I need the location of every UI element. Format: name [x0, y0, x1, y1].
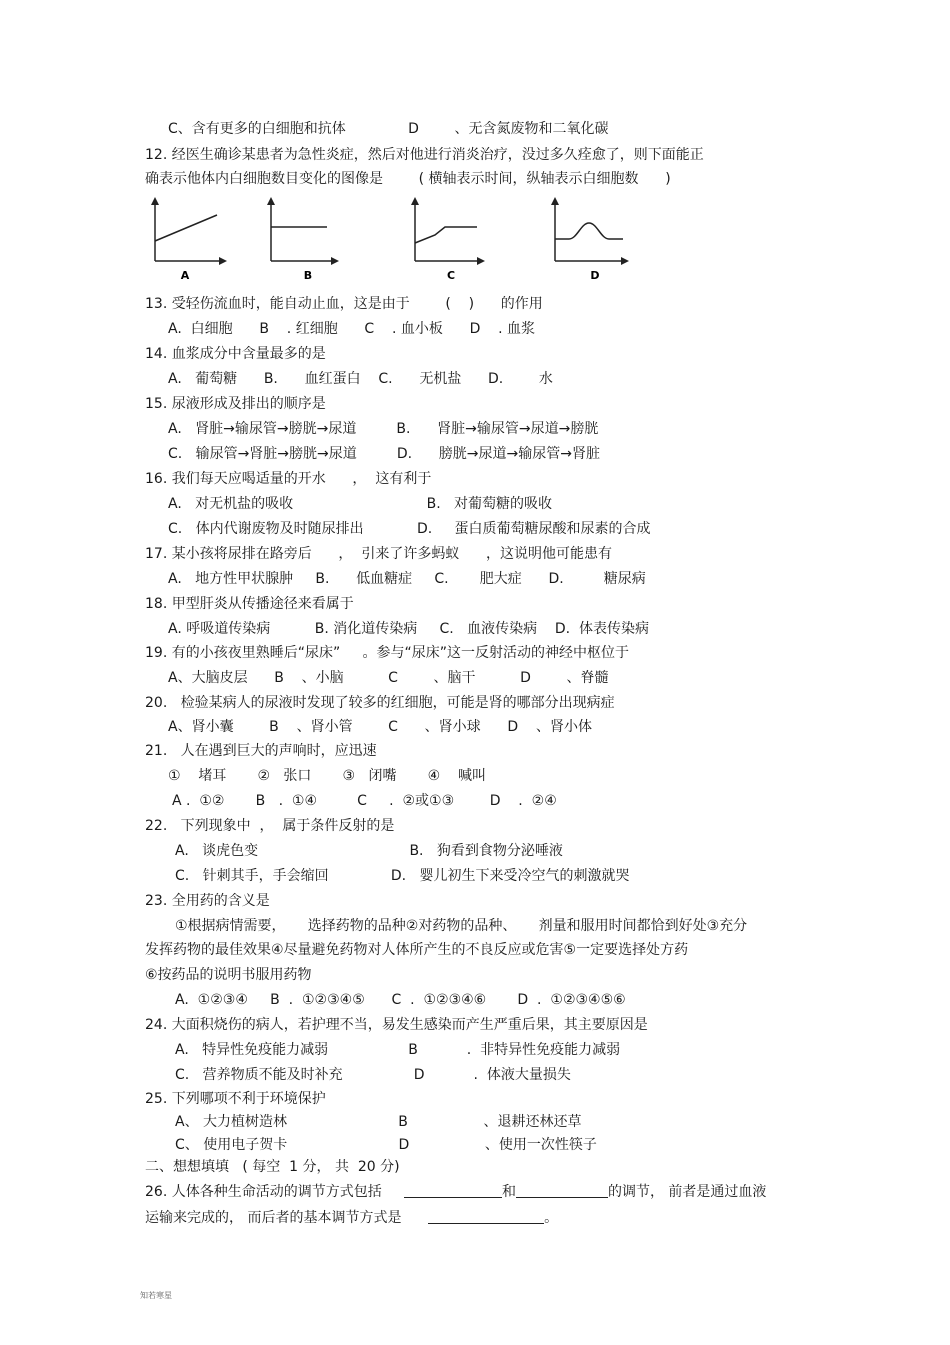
- text-line-l06: 14. 血浆成分中含量最多的是: [145, 346, 326, 362]
- text-line-l07: A. 葡萄糖 B. 血红蛋白 C. 无机盐 D. 水: [168, 371, 553, 387]
- q26-line2-text: 运输来完成的， 而后者的基本调节方式是: [145, 1210, 402, 1226]
- graph-a: [151, 197, 227, 282]
- text-line-l22: 21. 人在遇到巨大的声响时，应迅速: [145, 743, 377, 759]
- text-line-l33: 24. 大面积烧伤的病人，若护理不当，易发生感染而产生严重后果，其主要原因是: [145, 1017, 648, 1033]
- text-line-l10: C. 输尿管→肾脏→膀胱→尿道 D. 膀胱→尿道→输尿管→肾脏: [168, 446, 600, 462]
- graph-a-x-arrow: [219, 257, 227, 265]
- text-line-l08: 15. 尿液形成及排出的顺序是: [145, 396, 326, 412]
- text-line-l30: 发挥药物的最佳效果④尽量避免药物对人体所产生的不良反应或危害⑤一定要选择处方药: [145, 942, 689, 958]
- q26-and: 和: [501, 1184, 516, 1200]
- text-line-l31: ⑥按药品的说明书服用药物: [145, 967, 312, 983]
- text-line-l11: 16. 我们每天应喝适量的开水 ， 这有利于: [145, 471, 432, 487]
- q26-end: 。: [544, 1210, 559, 1226]
- text-line-l04: 13. 受轻伤流血时，能自动止血，这是由于 ( ) 的作用: [145, 296, 543, 312]
- text-line-l39: 二、想想填填 ( 每空 1 分， 共 20 分): [145, 1159, 400, 1175]
- text-line-l12: A. 对无机盐的吸收 B. 对葡萄糖的吸收: [168, 496, 553, 512]
- graph-c: [411, 197, 485, 282]
- text-line-l13: C. 体内代谢废物及时随尿排出 D. 蛋白质葡萄糖尿酸和尿素的合成: [168, 521, 651, 537]
- graph-b-y-arrow: [267, 197, 275, 205]
- graph-a-label: A: [180, 269, 190, 282]
- text-line-l03: 确表示他体内白细胞数目变化的图像是 ( 横轴表示时间，纵轴表示白细胞数 ): [145, 171, 671, 187]
- text-line-l19: A、大脑皮层 B 、小脑 C 、脑干 D 、脊髓: [168, 670, 609, 686]
- graph-b-x-arrow: [331, 257, 339, 265]
- graph-a-curve: [155, 215, 217, 241]
- q26-part2: 的调节， 前者是通过血液: [607, 1184, 767, 1200]
- text-line-l26: A. 谈虎色变 B. 狗看到食物分泌唾液: [175, 843, 563, 859]
- graph-d-curve: [555, 223, 623, 239]
- text-line-l18: 19. 有的小孩夜里熟睡后“尿床” 。参与“尿床”这一反射活动的神经中枢位于: [145, 645, 629, 661]
- graph-d-x-arrow: [621, 257, 629, 265]
- graph-d-label: D: [590, 269, 600, 282]
- graph-options: [145, 193, 635, 285]
- text-line-l15: A. 地方性甲状腺肿 B. 低血糖症 C. 肥大症 D. 糖尿病: [168, 571, 646, 587]
- q26-line2: [145, 1209, 558, 1227]
- text-line-l01: C、含有更多的白细胞和抗体 D 、无含氮废物和二氧化碳: [168, 121, 609, 137]
- graph-b-label: B: [303, 269, 313, 282]
- text-line-l35: C. 营养物质不能及时补充 D . 体液大量损失: [175, 1067, 571, 1083]
- q26-line1: [145, 1183, 766, 1201]
- graph-c-y-arrow: [411, 197, 419, 205]
- text-line-l20: 20. 检验某病人的尿液时发现了较多的红细胞，可能是肾的哪部分出现病症: [145, 695, 615, 711]
- q26-blank-3[interactable]: [428, 1209, 544, 1224]
- text-line-l09: A. 肾脏→输尿管→膀胱→尿道 B. 肾脏→输尿管→尿道→膀胱: [168, 421, 599, 437]
- text-line-l02: 12. 经医生确诊某患者为急性炎症，然后对他进行消炎治疗，没过多久痊愈了，则下面能正: [145, 147, 704, 163]
- q26-blank-1[interactable]: [404, 1183, 502, 1198]
- graph-c-x-arrow: [477, 257, 485, 265]
- text-line-l25: 22. 下列现象中 ， 属于条件反射的是: [145, 818, 395, 834]
- footer-text: 知若寒星: [140, 1291, 172, 1300]
- text-line-l32: A. ①②③④ B . ①②③④⑤ C . ①②③④⑥ D . ①②③④⑤⑥: [175, 992, 626, 1008]
- text-line-l28: 23. 全用药的含义是: [145, 893, 270, 909]
- text-line-l14: 17. 某小孩将尿排在路旁后 ， 引来了许多蚂蚁 ，这说明他可能患有: [145, 546, 613, 562]
- text-line-l17: A. 呼吸道传染病 B. 消化道传染病 C. 血液传染病 D. 体表传染病: [168, 621, 649, 637]
- graph-d-y-arrow: [551, 197, 559, 205]
- text-line-l29: ①根据病情需要， 选择药物的品种②对药物的品种、 剂量和服用时间都恰到好处③充分: [175, 918, 748, 934]
- graph-d: [551, 197, 629, 282]
- graph-b: [267, 197, 339, 282]
- text-line-l23: ① 堵耳 ② 张口 ③ 闭嘴 ④ 喊叫: [168, 768, 486, 784]
- text-line-l37: A、 大力植树造林 B 、退耕还林还草: [175, 1114, 582, 1130]
- text-line-l21: A、肾小囊 B 、肾小管 C 、肾小球 D 、肾小体: [168, 719, 592, 735]
- text-line-l36: 25. 下列哪项不利于环境保护: [145, 1091, 326, 1107]
- graph-options-svg: [145, 193, 635, 285]
- text-line-l38: C、 使用电子贺卡 D 、使用一次性筷子: [175, 1137, 597, 1153]
- text-line-l34: A. 特异性免疫能力减弱 B . 非特异性免疫能力减弱: [175, 1042, 621, 1058]
- q26-part1: 26. 人体各种生命活动的调节方式包括: [145, 1184, 382, 1200]
- text-line-l16: 18. 甲型肝炎从传播途径来看属于: [145, 596, 354, 612]
- graph-c-curve: [415, 227, 477, 243]
- text-line-l24: A . ①② B . ①④ C . ②或①③ D . ②④: [172, 793, 557, 809]
- text-line-l05: A. 白细胞 B . 红细胞 C . 血小板 D . 血浆: [168, 321, 536, 337]
- q26-blank-2[interactable]: [516, 1183, 608, 1198]
- graph-a-y-arrow: [151, 197, 159, 205]
- graph-c-label: C: [446, 269, 456, 282]
- text-line-l27: C. 针刺其手，手会缩回 D. 婴儿初生下来受冷空气的刺激就哭: [175, 868, 630, 884]
